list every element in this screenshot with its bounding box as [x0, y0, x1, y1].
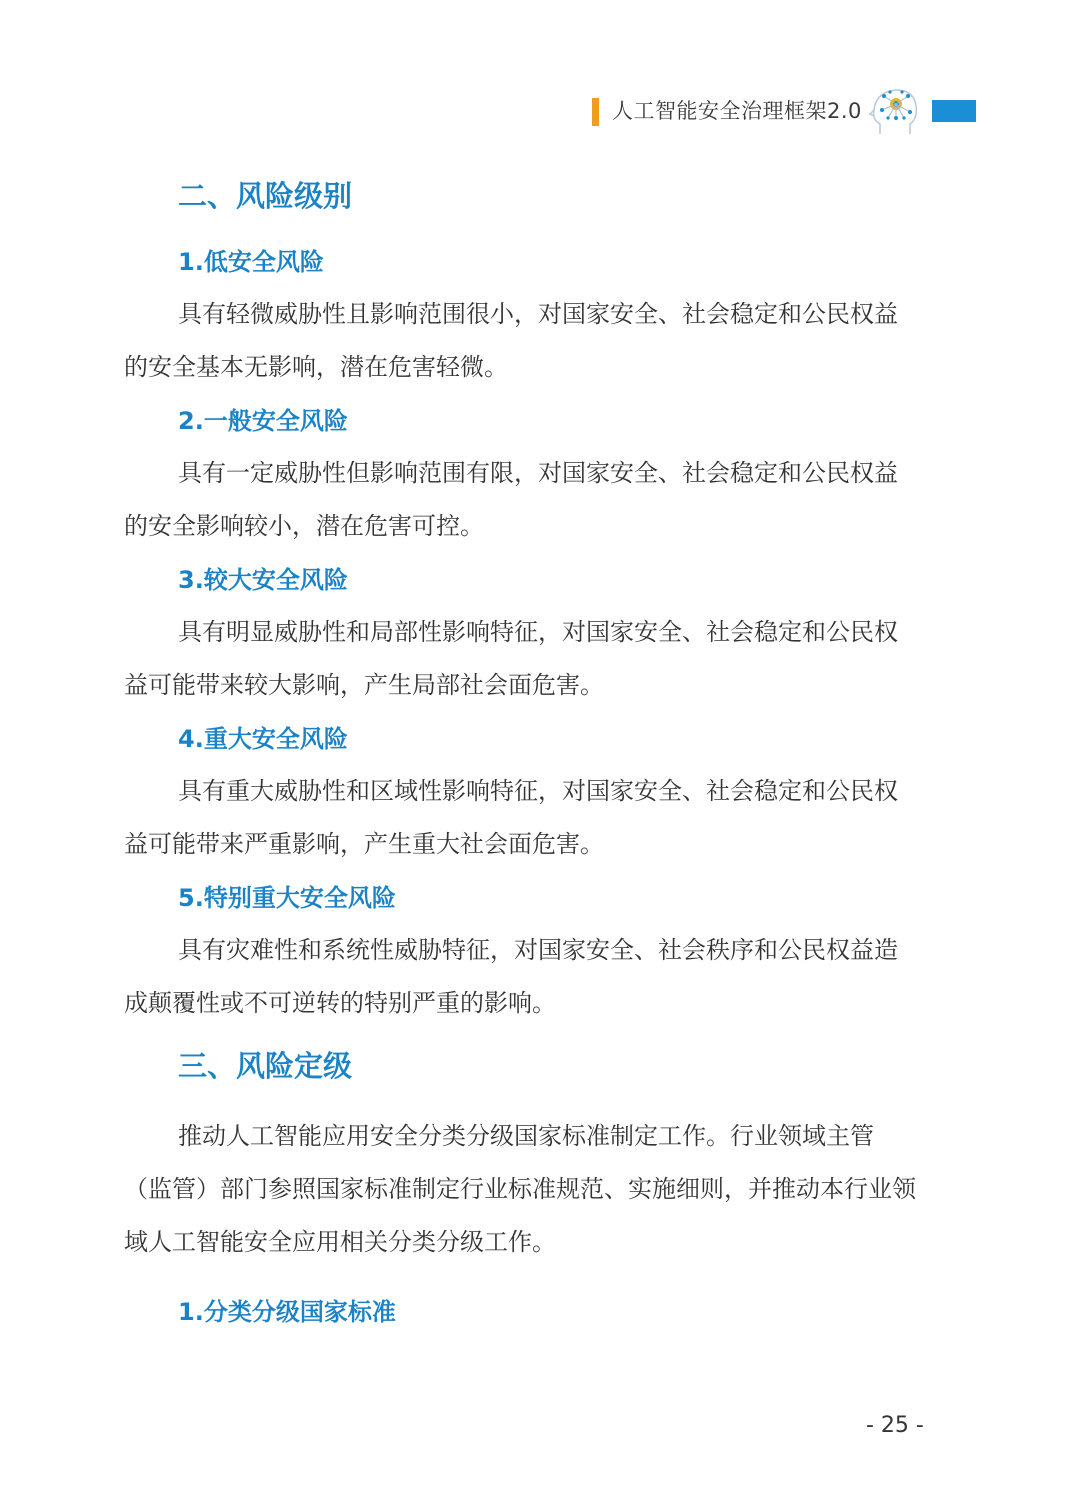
header-accent-bar	[592, 98, 599, 126]
paragraph-line: 成颠覆性或不可逆转的特别严重的影响。	[124, 989, 556, 1017]
paragraph-line: 的安全基本无影响，潜在危害轻微。	[124, 353, 508, 381]
sub-heading-national-standard: 1.分类分级国家标准	[178, 1298, 396, 1326]
paragraph-line: 具有重大威胁性和区域性影响特征，对国家安全、社会稳定和公民权	[178, 777, 898, 805]
paragraph-major-risk	[124, 606, 958, 712]
paragraph-line: 具有一定威胁性但影响范围有限，对国家安全、社会稳定和公民权益	[178, 459, 898, 487]
sub-heading-general-risk: 2.一般安全风险	[178, 407, 348, 435]
paragraph-line: 推动人工智能应用安全分类分级国家标准制定工作。行业领域主管	[178, 1122, 874, 1150]
paragraph-line: 域人工智能安全应用相关分类分级工作。	[124, 1228, 556, 1256]
paragraph-low-risk	[124, 288, 958, 394]
section-heading-risk-levels: 二、风险级别	[178, 179, 353, 213]
sub-heading-extreme-risk: 5.特别重大安全风险	[178, 884, 396, 912]
paragraph-line: 具有轻微威胁性且影响范围很小，对国家安全、社会稳定和公民权益	[178, 300, 898, 328]
paragraph-general-risk	[124, 447, 958, 553]
paragraph-line: 益可能带来较大影响，产生局部社会面危害。	[124, 671, 604, 699]
section-heading-risk-grading: 三、风险定级	[178, 1049, 353, 1083]
sub-heading-major-risk: 3.较大安全风险	[178, 566, 348, 594]
header-blue-block	[932, 100, 976, 122]
paragraph-line: 具有明显威胁性和局部性影响特征，对国家安全、社会稳定和公民权	[178, 618, 898, 646]
paragraph-line: 具有灾难性和系统性威胁特征，对国家安全、社会秩序和公民权益造	[178, 936, 898, 964]
header-title: 人工智能安全治理框架2.0	[612, 99, 862, 123]
paragraph-risk-grading	[124, 1110, 958, 1269]
page-number: - 25 -	[866, 1413, 924, 1438]
paragraph-serious-risk	[124, 765, 958, 871]
paragraph-line: （监管）部门参照国家标准制定行业标准规范、实施细则，并推动本行业领	[124, 1175, 916, 1203]
page-header	[0, 84, 1080, 140]
paragraph-extreme-risk	[124, 924, 958, 1030]
paragraph-line: 益可能带来严重影响，产生重大社会面危害。	[124, 830, 604, 858]
sub-heading-serious-risk: 4.重大安全风险	[178, 725, 348, 753]
paragraph-line: 的安全影响较小，潜在危害可控。	[124, 512, 484, 540]
sub-heading-low-risk: 1.低安全风险	[178, 248, 324, 276]
ai-head-icon	[866, 84, 924, 138]
